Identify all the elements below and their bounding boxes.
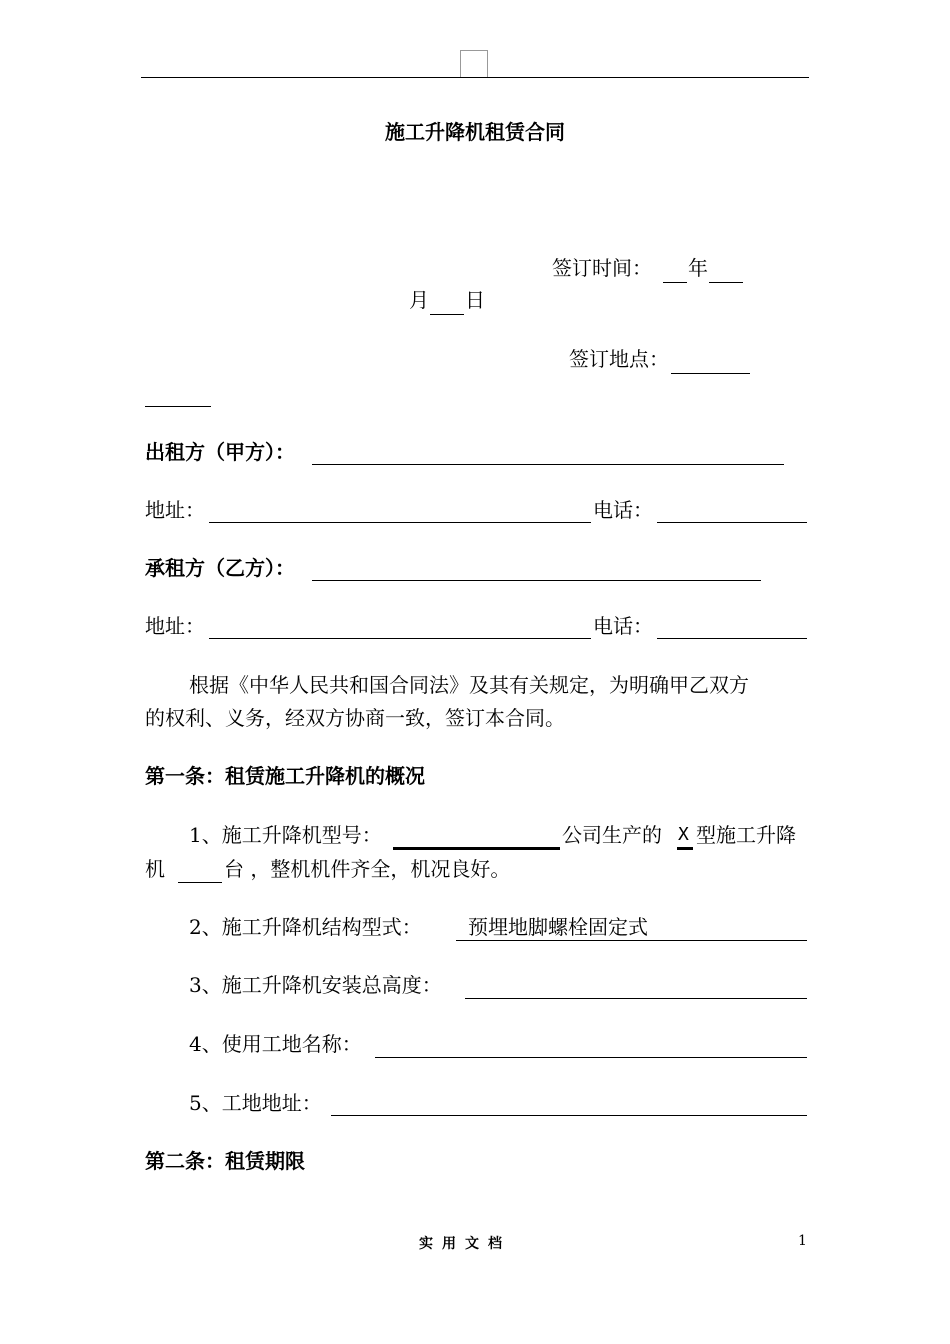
item-1-prefix: 1、施工升降机型号： bbox=[189, 823, 382, 847]
lessee-label: 承租方（乙方）： bbox=[145, 556, 295, 580]
header-rule bbox=[141, 77, 809, 78]
lessor-phone-blank bbox=[657, 522, 807, 523]
article-1-heading: 第一条：租赁施工升降机的概况 bbox=[145, 764, 425, 788]
document-title: 施工升降机租赁合同 bbox=[385, 120, 565, 144]
page-number: 1 bbox=[798, 1233, 807, 1249]
year-char: 年 bbox=[688, 256, 708, 280]
lessor-address-label: 地址： bbox=[145, 498, 205, 522]
header-tab bbox=[460, 50, 488, 77]
item-3-label: 3、施工升降机安装总高度： bbox=[189, 973, 442, 997]
item-1-model-underline bbox=[677, 847, 693, 850]
item-1-qty-blank bbox=[178, 882, 222, 883]
item-1-model: X bbox=[678, 824, 689, 845]
sign-time-label: 签订时间： bbox=[552, 256, 652, 280]
lessor-blank bbox=[312, 464, 784, 465]
sign-place-label: 签订地点： bbox=[569, 347, 669, 371]
footer-text: 实用文档 bbox=[419, 1236, 511, 1252]
lessee-phone-blank bbox=[657, 638, 807, 639]
item-1-suffix: 型施工升降 bbox=[696, 823, 796, 847]
day-blank bbox=[430, 314, 464, 315]
lessor-address-blank bbox=[209, 522, 591, 523]
item-4-blank bbox=[375, 1057, 807, 1058]
sign-place-blank bbox=[671, 373, 750, 374]
lessee-address-label: 地址： bbox=[145, 614, 205, 638]
item-4-label: 4、使用工地名称： bbox=[189, 1032, 362, 1056]
item-1-line2-start: 机 bbox=[145, 857, 165, 881]
intro-line-2: 的权利、义务，经双方协商一致，签订本合同。 bbox=[145, 706, 565, 730]
intro-line-1: 根据《中华人民共和国合同法》及其有关规定，为明确甲乙双方 bbox=[189, 673, 749, 697]
article-2-heading: 第二条：租赁期限 bbox=[145, 1149, 305, 1173]
lessee-blank bbox=[312, 580, 761, 581]
item-1-mid: 公司生产的 bbox=[562, 823, 662, 847]
lessor-phone-label: 电话： bbox=[593, 498, 653, 522]
lessee-phone-label: 电话： bbox=[593, 614, 653, 638]
item-1-model-blank bbox=[393, 847, 560, 850]
item-2-label: 2、施工升降机结构型式： bbox=[189, 915, 422, 939]
lessor-label: 出租方（甲方）： bbox=[145, 440, 295, 464]
item-5-label: 5、工地地址： bbox=[189, 1091, 322, 1115]
month-char: 月 bbox=[409, 288, 429, 312]
year-blank bbox=[663, 282, 687, 283]
lessee-address-blank bbox=[209, 638, 591, 639]
item-2-value: 预埋地脚螺栓固定式 bbox=[468, 915, 648, 939]
item-5-blank bbox=[331, 1115, 807, 1116]
item-3-blank bbox=[465, 998, 807, 999]
day-char: 日 bbox=[465, 288, 485, 312]
item-1-line2-end: 台 ，整机机件齐全，机况良好。 bbox=[224, 857, 511, 881]
sign-place-blank-cont bbox=[145, 406, 211, 407]
year-month-blank bbox=[709, 282, 743, 283]
